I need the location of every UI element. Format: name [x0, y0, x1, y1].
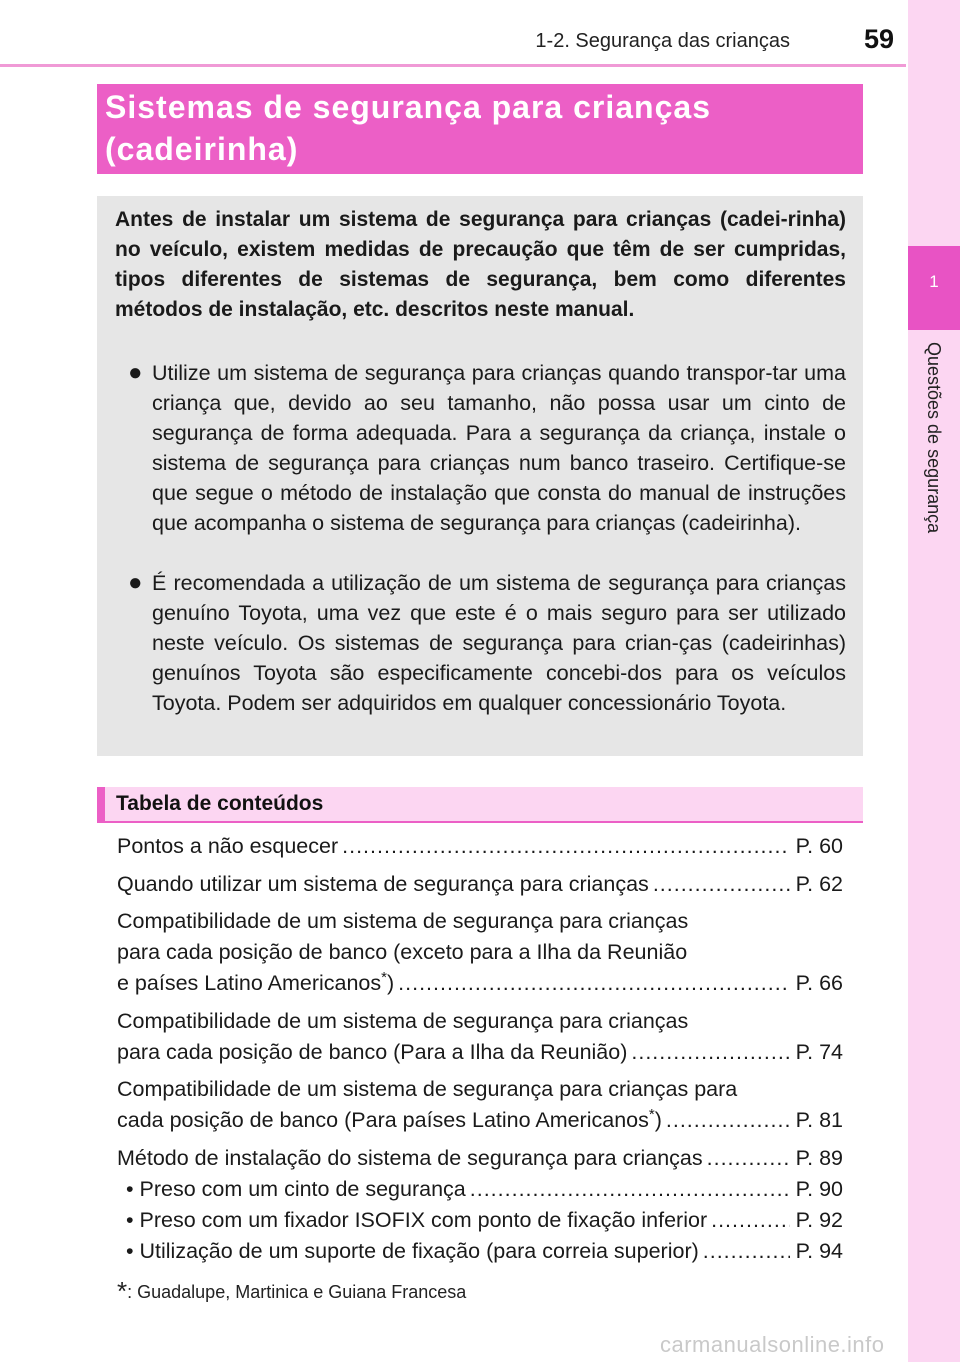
- toc-leader: [707, 1143, 790, 1174]
- page-title: [105, 86, 845, 170]
- toc-entry[interactable]: [117, 1143, 843, 1174]
- toc-sub-entry[interactable]: [117, 1236, 843, 1267]
- chapter-tab-number: 1: [929, 272, 939, 291]
- toc-entry-page: P. 60: [795, 834, 843, 858]
- page-number: 59: [863, 24, 894, 54]
- toc-entry-line: para cada posição de banco (exceto para a Ilha da Reunião: [117, 940, 688, 964]
- toc-sub-entry-page: P. 92: [795, 1208, 843, 1232]
- intro-bullet-text: Utilize um sistema de segurança para crianças quando transpor-tar uma criança que, devido ao seu tamanho, não possa usar um cinto de segurança de forma adequada. Para a segurança da criança, instale o sistema de segurança para crianças num banco traseiro. Certifique-se que segue o método de instalação que consta do manual de instruções que acompanha o sistema de segurança para crianças (cadeirinha).: [152, 361, 846, 535]
- toc-entry-line: Compatibilidade de um sistema de segurança para crianças: [117, 1009, 689, 1033]
- toc-entry-text: Pontos a não esquecer: [117, 834, 339, 858]
- toc-entry[interactable]: [117, 906, 843, 999]
- toc-sub-entry-text: • Preso com um cinto de segurança: [126, 1177, 466, 1201]
- footnote-asterisk: *: [117, 1276, 128, 1306]
- asterisk-mark: *: [381, 968, 387, 986]
- toc-entry-page: P. 62: [795, 872, 843, 896]
- toc-entry-line: Compatibilidade de um sistema de segurança para crianças: [117, 909, 689, 933]
- bullet-dot-icon: ●: [128, 359, 143, 386]
- toc-leader: [666, 1105, 790, 1136]
- page-title-line1: Sistemas de segurança para crianças: [105, 89, 711, 125]
- toc-heading: Tabela de conteúdos: [116, 792, 324, 815]
- intro-lead-text: Antes de instalar um sistema de segurança para crianças (cadei-rinha) no veículo, existem medidas de precaução que têm de ser cumpridas, tipos diferentes de sistemas de segurança, bem como diferentes métodos de instalação, etc. descritos neste manual.: [115, 208, 846, 321]
- toc-sub-entry-page: P. 90: [795, 1177, 843, 1201]
- toc-sub-entry-text: • Utilização de um suporte de fixação (para correia superior): [126, 1239, 699, 1263]
- toc-entry-text: Quando utilizar um sistema de segurança para crianças: [117, 872, 649, 896]
- page-title-line2: (cadeirinha): [105, 131, 299, 167]
- toc-sub-entry[interactable]: [117, 1205, 843, 1236]
- toc-entry[interactable]: [117, 869, 843, 900]
- toc-entry-page: P. 81: [795, 1108, 843, 1132]
- toc-sub-entry-page: P. 94: [795, 1239, 843, 1263]
- toc-entry-text: para cada posição de banco (Para a Ilha da Reunião): [117, 1040, 628, 1064]
- toc-leader: [398, 968, 789, 999]
- toc-entry[interactable]: [117, 831, 843, 862]
- intro-bullet: [115, 358, 846, 538]
- toc-leader: [342, 831, 789, 862]
- watermark: carmanualsonline.info: [660, 1332, 885, 1357]
- toc-entry[interactable]: [117, 1006, 843, 1068]
- intro-bullet-text: É recomendada a utilização de um sistema de segurança para crianças genuíno Toyota, uma vez que este é o mais seguro para ser utilizado neste veículo. Os sistemas de segurança para crian-ças (cadeirinhas) genuínos Toyota são especificamente concebi-dos para os veículos Toyota. Podem ser adquiridos em qualquer concessionário Toyota.: [152, 571, 846, 715]
- toc-entry-text: Método de instalação do sistema de segurança para crianças: [117, 1146, 703, 1170]
- toc-entry-line: Compatibilidade de um sistema de segurança para crianças para: [117, 1077, 738, 1101]
- bullet-dot-icon: ●: [128, 569, 143, 596]
- header-divider: [0, 64, 906, 67]
- toc-entry-page: P. 66: [795, 971, 843, 995]
- toc-heading-rule: [97, 821, 863, 823]
- section-title: 1-2. Segurança das crianças: [535, 30, 790, 52]
- toc-entry-text: cada posição de banco (Para países Latino Americanos*): [117, 1105, 662, 1132]
- chapter-tab-label: Questões de segurança: [924, 342, 944, 534]
- toc-leader: [653, 869, 790, 900]
- footnote: [117, 1274, 466, 1305]
- toc-entry[interactable]: [117, 1074, 843, 1136]
- toc-entry-text: e países Latino Americanos*): [117, 968, 395, 995]
- toc-sub-entry[interactable]: [117, 1174, 843, 1205]
- toc-entry-page: P. 74: [795, 1040, 843, 1064]
- toc-sub-entry-text: • Preso com um fixador ISOFIX com ponto de fixação inferior: [126, 1208, 708, 1232]
- intro-bullet: [115, 568, 846, 718]
- chapter-side-strip: [908, 0, 960, 1362]
- asterisk-mark: *: [648, 1105, 655, 1123]
- toc-leader: [631, 1037, 789, 1068]
- toc-entry-page: P. 89: [795, 1146, 843, 1170]
- footnote-text: : Guadalupe, Martinica e Guiana Francesa: [127, 1282, 467, 1302]
- toc-leader: [470, 1174, 790, 1205]
- toc-leader: [711, 1205, 789, 1236]
- toc-leader: [703, 1236, 790, 1267]
